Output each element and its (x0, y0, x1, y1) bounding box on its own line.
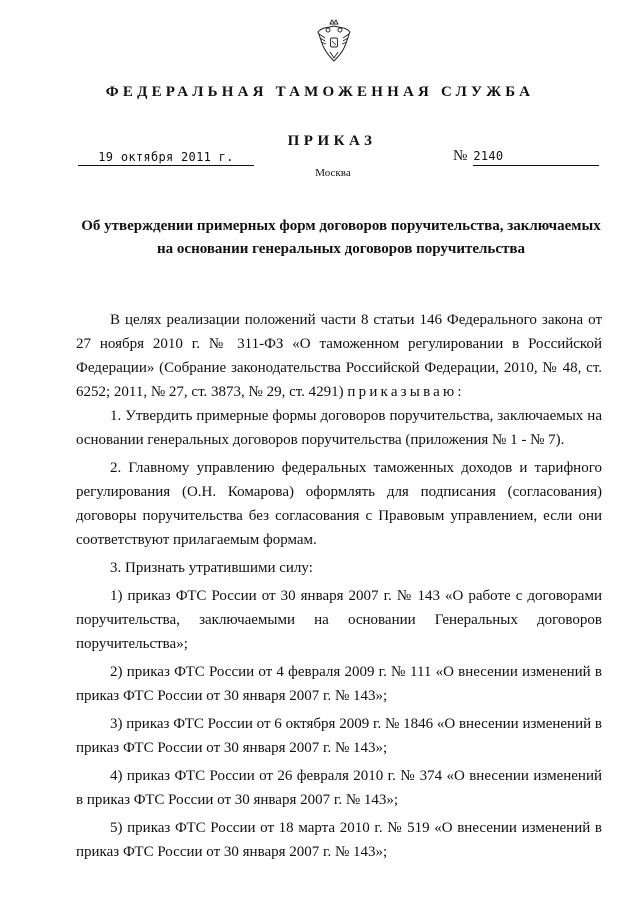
order-date: 19 октября 2011 г. (78, 150, 254, 166)
order-body (76, 308, 602, 864)
preamble-paragraph (76, 308, 602, 404)
clause-paragraph: 2. Главному управлению федеральных таможенных доходов и тарифного регулирования (О.Н. Комарова) оформлять для подписания (согласования) договоры поручительства без согласования с Правовым управлением, если они соответствуют прилагаемым формам. (76, 460, 602, 548)
order-subject (76, 215, 606, 261)
decree-word: приказываю: (347, 384, 465, 400)
subject-line: Об утверждении примерных форм договоров поручительства, заключаемых (81, 218, 601, 234)
preamble-text: В целях реализации положений части 8 статьи 146 Федерального закона от 27 ноября 2010 г. № 311-ФЗ «О таможенном регулировании в Российской Федерации» (Собрание законодательства Российской Федерации, 2010, № 48, ст. 6252; 2011, № 27, ст. 3873, № 29, ст. 4291) (76, 312, 602, 400)
city: Москва (315, 167, 351, 179)
repealed-order-item: 5) приказ ФТС России от 18 марта 2010 г. № 519 «О внесении изменений в приказ ФТС России от 30 января 2007 г. № 143»; (76, 820, 602, 860)
subject-line: на основании генеральных договоров поручительства (157, 241, 525, 257)
clause-paragraph: 3. Признать утратившими силу: (110, 560, 313, 576)
number-sign: № (453, 148, 468, 164)
repealed-order-item: 4) приказ ФТС России от 26 февраля 2010 г. № 374 «О внесении изменений в приказ ФТС России от 30 января 2007 г. № 143»; (76, 768, 602, 808)
agency-name: ФЕДЕРАЛЬНАЯ ТАМОЖЕННАЯ СЛУЖБА (105, 84, 535, 100)
repealed-order-item: 1) приказ ФТС России от 30 января 2007 г. № 143 «О работе с договорами поручительства, заключаемыми на основании Генеральных договоров поручительства»; (76, 588, 602, 652)
order-number: 2140 (473, 148, 599, 166)
clause-paragraph: 1. Утвердить примерные формы договоров поручительства, заключаемых на основании генеральных договоров поручительства (приложения № 1 - № 7). (76, 408, 602, 448)
document-type-title: ПРИКАЗ (287, 133, 377, 149)
coat-of-arms-icon (314, 18, 354, 64)
repealed-order-item: 3) приказ ФТС России от 6 октября 2009 г. № 1846 «О внесении изменений в приказ ФТС России от 30 января 2007 г. № 143»; (76, 716, 602, 756)
repealed-order-item: 2) приказ ФТС России от 4 февраля 2009 г. № 111 «О внесении изменений в приказ ФТС России от 30 января 2007 г. № 143»; (76, 664, 602, 704)
order-number-block (453, 148, 599, 166)
